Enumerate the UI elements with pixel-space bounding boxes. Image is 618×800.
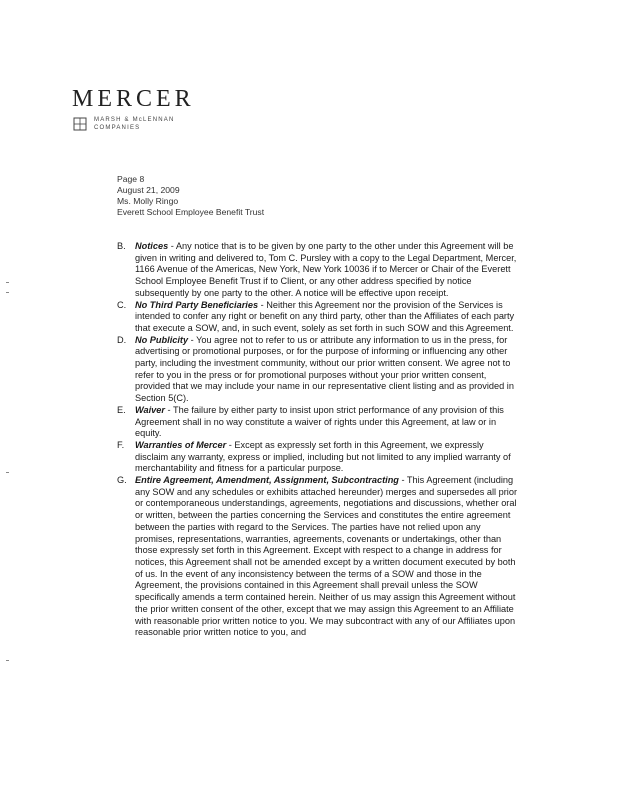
section-marker: E. bbox=[117, 404, 126, 415]
section-title: Waiver bbox=[135, 404, 165, 415]
section-marker: G. bbox=[117, 475, 127, 486]
scan-mark bbox=[6, 660, 9, 661]
section-marker: D. bbox=[117, 334, 127, 345]
section-warranties-of-mercer bbox=[117, 440, 517, 475]
section-marker: C. bbox=[117, 299, 127, 310]
recipient-name: Ms. Molly Ringo bbox=[117, 196, 179, 206]
section-no-publicity bbox=[117, 335, 517, 405]
page-number: Page 8 bbox=[117, 174, 145, 184]
logo-subtitle-line2: COMPANIES bbox=[94, 125, 141, 131]
section-title: Warranties of Mercer bbox=[135, 439, 227, 450]
section-body: - Any notice that is to be given by one party to the other under this Agreement will be given in writing and delivered to, Tom C. Pursley with a copy to the Legal Department, Mercer, 1166 Avenue of the Americas, New York, New York 10036 if to Mercer or Chair of the Everett School Employee Benefit Trust if to Client, or any other address specified by notice subsequently by one party to the other. A notice will be effective upon receipt. bbox=[135, 241, 517, 298]
recipient-organization: Everett School Employee Benefit Trust bbox=[117, 207, 265, 217]
section-body: - Neither this Agreement nor the provision of the Services is intended to confer any right or benefit on any third party, other than the Affiliates of each party that execute a SOW, and, in such event, solely as set forth in such SOW and this Agreement. bbox=[135, 299, 515, 333]
section-waiver bbox=[117, 405, 517, 440]
section-body: - This Agreement (including any SOW and any schedules or exhibits attached hereunder) merges and supersedes all prior or contemporaneous understandings, agreements, negotiations and discussions, whether oral or written, between the parties concerning the Services and constitutes the entire agreement between the parties with regard to the Services. The parties have not relied upon any promises, representations, warranties, agreements, covenants or undertakings, other than those expressly set forth in this Agreement. Except with respect to a change in address for notices, this Agreement shall not be amended except by a written document executed by both of us. In the event of any inconsistency between the terms of a SOW and those in the Agreement, the provisions contained in this Agreement shall prevail unless the SOW specifically amends a term contained herein. Neither of us may assign this Agreement without the prior written consent of the other, except that we may assign this Agreement to an Affiliate with reasonable prior written notice to you. We may subcontract with any of our Affiliates upon reasonable prior written notice to you, and bbox=[135, 475, 518, 638]
section-body: - The failure by either party to insist upon strict performance of any provision of this Agreement shall in no way constitute a waiver of rights under this Agreement, at law or in equity. bbox=[135, 404, 504, 439]
agreement-sections bbox=[117, 241, 517, 639]
mercer-logo: MERCER bbox=[72, 86, 195, 112]
section-title: Notices bbox=[135, 241, 169, 251]
scan-mark bbox=[6, 292, 9, 293]
section-marker: F. bbox=[117, 439, 125, 450]
section-title: No Publicity bbox=[135, 334, 189, 345]
company-emblem-icon bbox=[73, 117, 87, 131]
section-body: - You agree not to refer to us or attribute any information to us in the press, for advertising or promotional purposes, or for the purpose of informing or influencing any other party, including the investment community, without our prior written consent. We agree not to refer to you in the press or for promotional purposes without your prior written consent, provided that we may include your name in our representative client listing and as provided in Section 5(C). bbox=[135, 334, 514, 404]
logo-subtitle bbox=[94, 116, 175, 132]
section-entire-agreement bbox=[117, 475, 517, 639]
section-body: - Except as expressly set forth in this Agreement, we expressly disclaim any warranty, express or implied, including but not limited to any implied warranty of merchantability and fitness for a particular purpose. bbox=[135, 439, 511, 474]
section-notices bbox=[117, 241, 517, 300]
section-marker: B. bbox=[117, 241, 126, 251]
letter-date: August 21, 2009 bbox=[117, 185, 180, 195]
section-title: No Third Party Beneficiaries bbox=[135, 299, 259, 310]
logo-subtitle-line1: MARSH & McLENNAN bbox=[94, 117, 175, 123]
scan-mark bbox=[6, 282, 9, 283]
letter-header bbox=[117, 174, 264, 218]
scan-mark bbox=[6, 472, 9, 473]
section-title: Entire Agreement, Amendment, Assignment, Subcontracting bbox=[135, 475, 399, 486]
section-no-third-party-beneficiaries bbox=[117, 300, 517, 335]
